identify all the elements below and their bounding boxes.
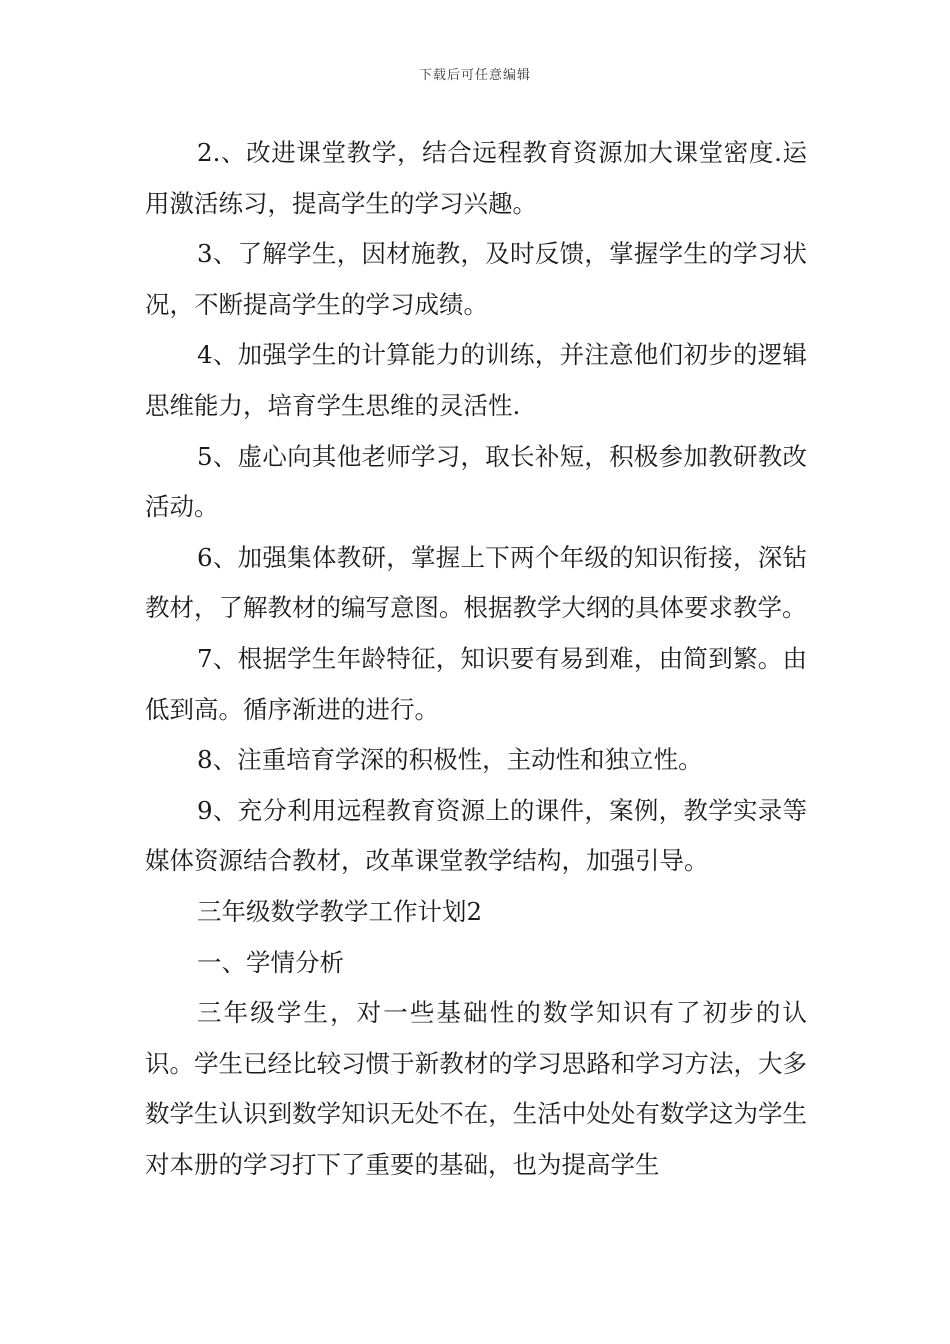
subsection-heading: 一、学情分析 [197,947,344,977]
paragraph-item-7: 7、根据学生年龄特征，知识要有易到难，由简到繁。由低到高。循序渐进的进行。 [145,643,807,724]
paragraph-item-8: 8、注重培育学深的积极性，主动性和独立性。 [197,745,703,775]
body-paragraph: 三年级学生，对一些基础性的数学知识有了初步的认识。学生已经比较习惯于新教材的学习思路和学习方法，大多数学生认识到数学知识无处不在，生活中处处有数学这为学生对本册的学习打下了重要的基础，也为提高学生 [145,998,807,1179]
document-body [145,128,807,1190]
paragraph-item-6: 6、加强集体教研，掌握上下两个年级的知识衔接，深钻教材，了解教材的编写意图。根据教学大纲的具体要求教学。 [145,542,807,623]
paragraph-item-2: 2.、改进课堂教学，结合远程教育资源加大课堂密度.运用激活练习，提高学生的学习兴趣。 [145,138,807,218]
section-title: 三年级数学教学工作计划2 [197,896,483,926]
paragraph-item-9: 9、充分利用远程教育资源上的课件，案例，教学实录等媒体资源结合教材，改革课堂教学结构，加强引导。 [145,795,807,876]
paragraph-item-3: 3、了解学生，因材施教，及时反馈，掌握学生的学习状况，不断提高学生的学习成绩。 [145,239,807,319]
page-header: 下载后可任意编辑 [418,68,531,83]
paragraph-item-4: 4、加强学生的计算能力的训练，并注意他们初步的逻辑思维能力，培育学生思维的灵活性. [145,340,807,420]
paragraph-item-5: 5、虚心向其他老师学习，取长补短，积极参加教研教改活动。 [145,441,807,522]
